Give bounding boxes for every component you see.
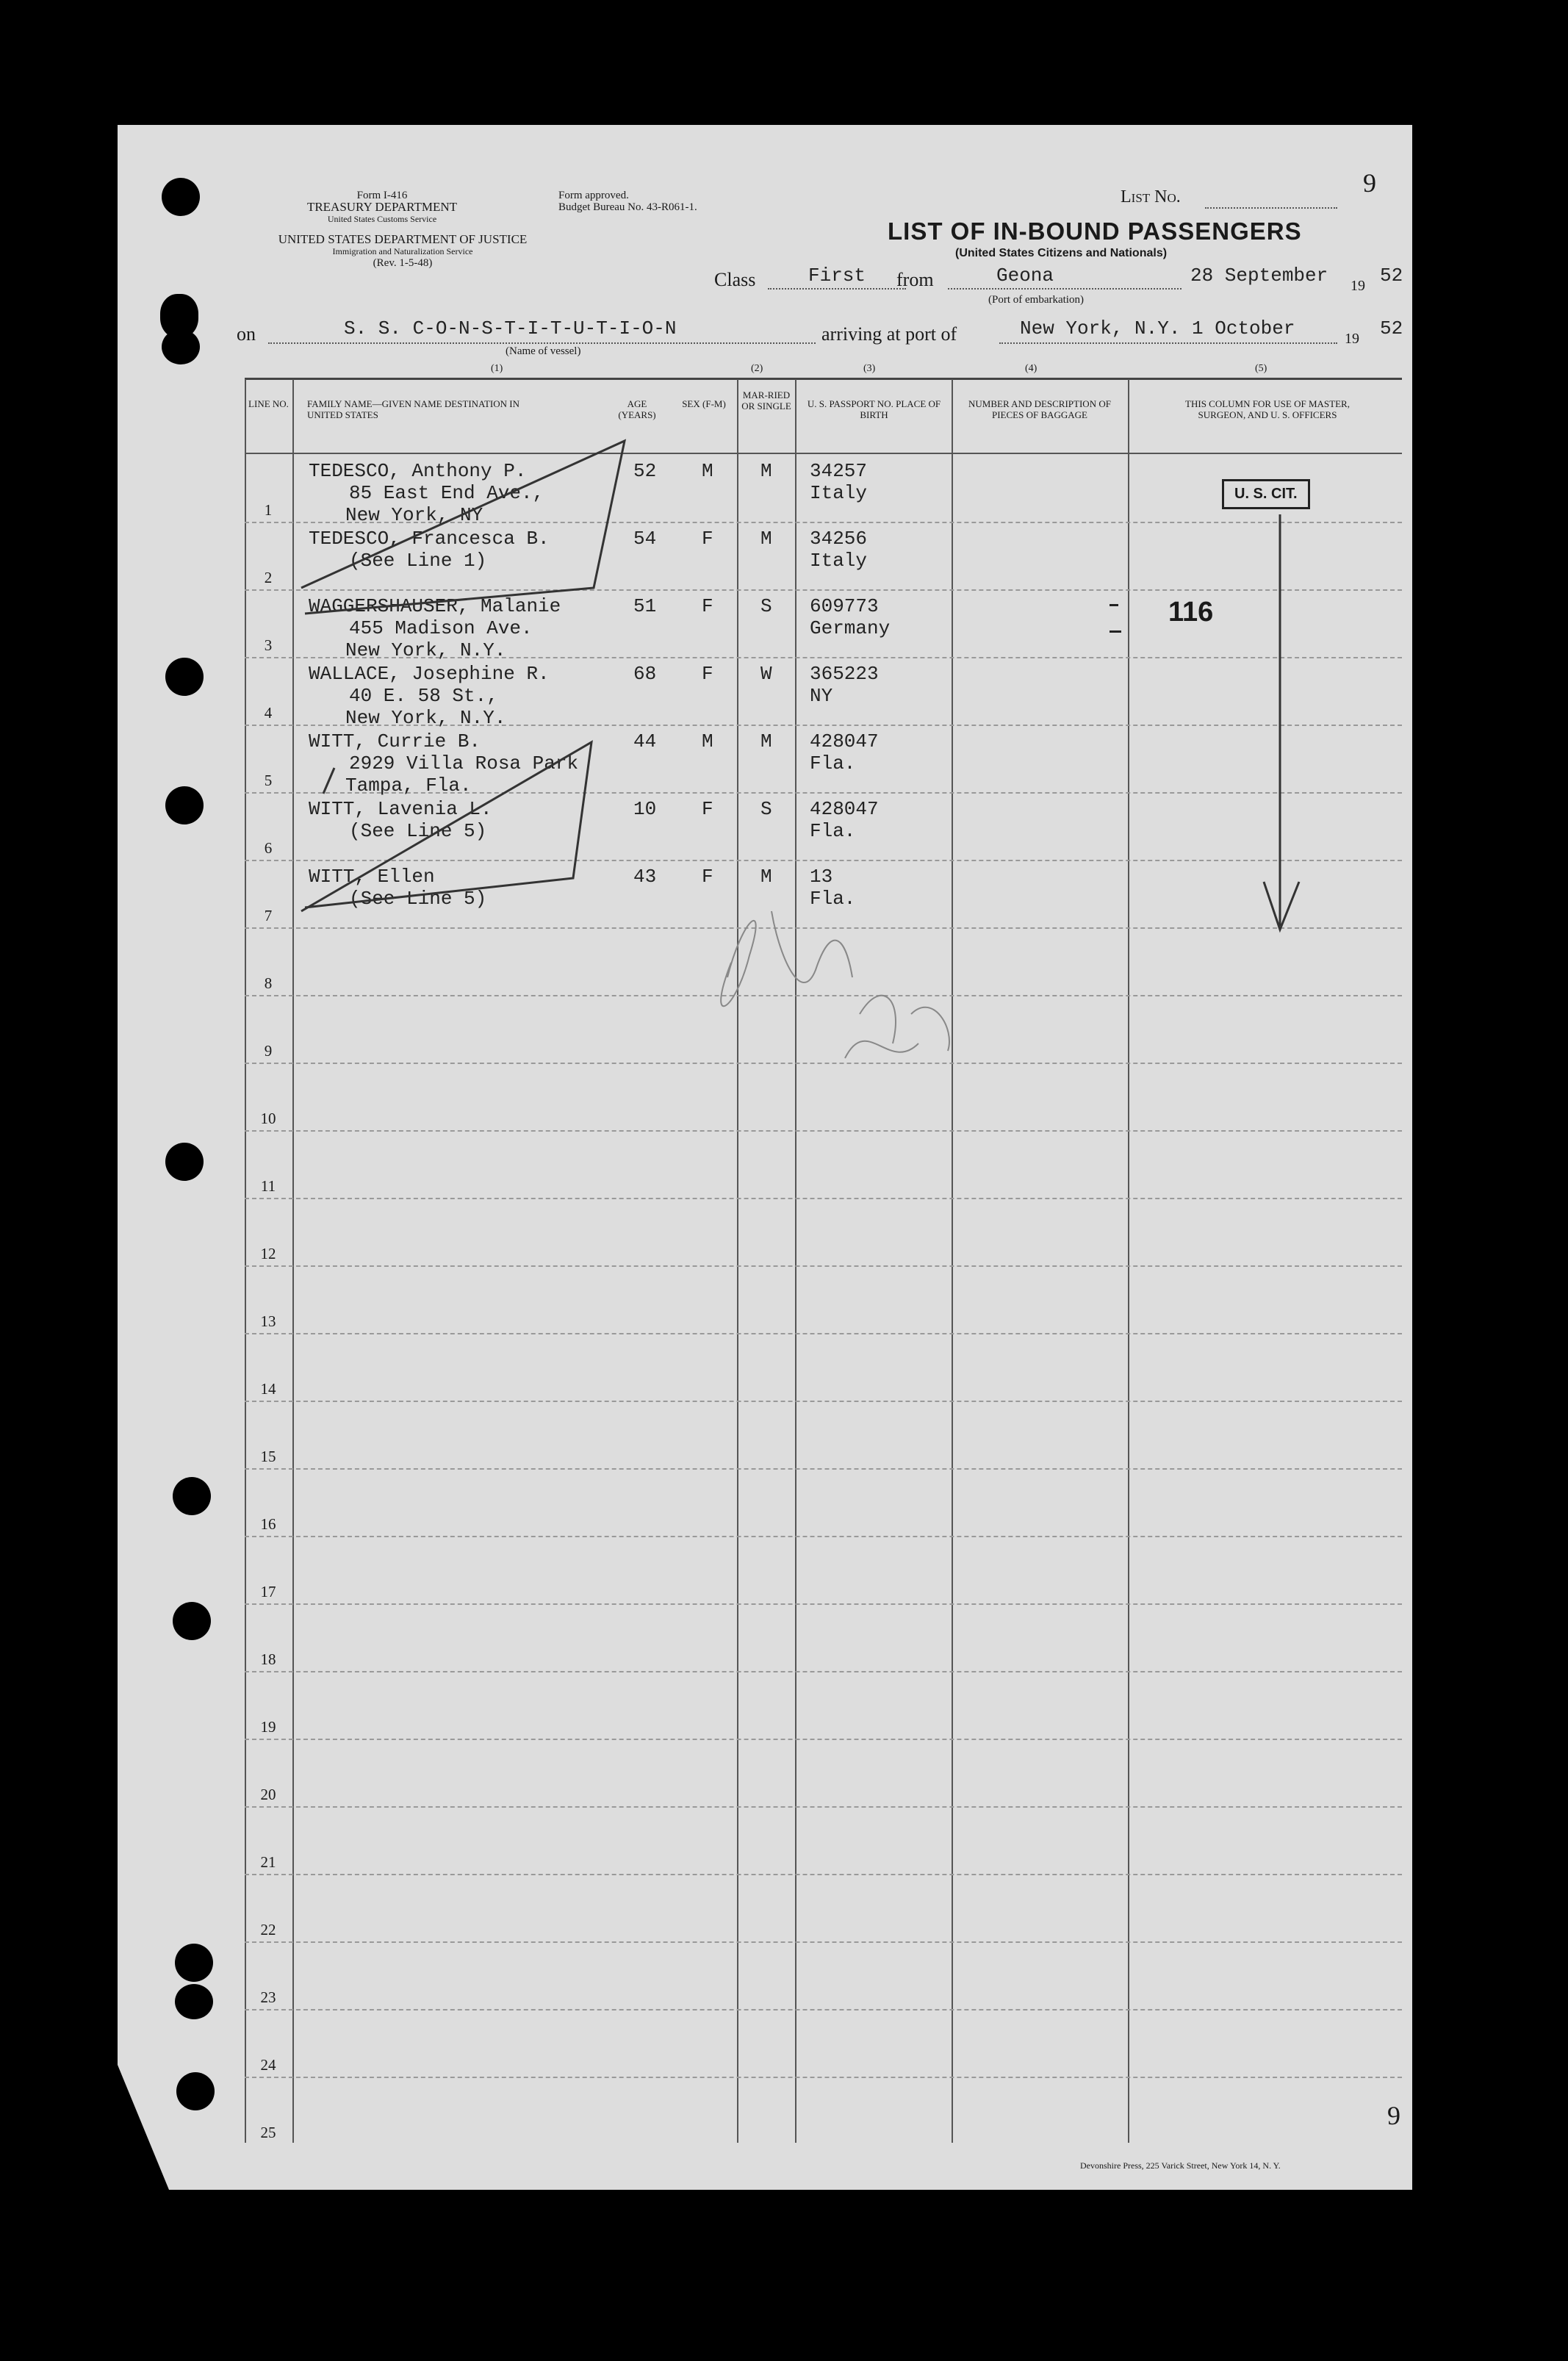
page-number-bottom: 9: [1387, 2101, 1400, 2130]
line-number: 7: [264, 907, 273, 924]
passenger-address: 2929 Villa Rosa Park: [349, 752, 579, 775]
passenger-age: 54: [633, 528, 657, 550]
line-number: 20: [260, 1786, 276, 1803]
place-of-birth: Germany: [810, 617, 891, 639]
line-number: 2: [264, 569, 273, 586]
line-number: 24: [260, 2056, 276, 2074]
citizen-stamp: U. S. CIT.: [1222, 479, 1310, 509]
col-header-passport: U. S. PASSPORT NO. PLACE OF BIRTH: [807, 398, 941, 420]
passenger-address: (See Line 5): [349, 820, 487, 842]
place-of-birth: Fla.: [810, 752, 856, 775]
line-number: 25: [260, 2124, 276, 2141]
vessel-caption: (Name of vessel): [506, 345, 581, 357]
class-label: Class: [714, 269, 756, 290]
list-no-label: List No.: [1121, 187, 1181, 206]
passenger-address: New York, NY: [345, 504, 483, 526]
col-header-married: MAR-RIED OR SINGLE: [741, 389, 791, 412]
passenger-address: 40 E. 58 St.,: [349, 685, 498, 707]
embark-port: Geona: [996, 265, 1054, 287]
passenger-name: TEDESCO, Francesca B.: [309, 528, 550, 550]
passenger-name: TEDESCO, Anthony P.: [309, 460, 527, 482]
class-value: First: [808, 265, 866, 287]
passport-number: 34257: [810, 460, 868, 482]
passenger-name: WALLACE, Josephine R.: [309, 663, 550, 685]
passenger-address: New York, N.Y.: [345, 707, 506, 729]
line-number: 22: [260, 1921, 276, 1938]
place-of-birth: Italy: [810, 482, 868, 504]
line-number: 15: [260, 1448, 276, 1465]
passenger-sex: F: [702, 663, 713, 685]
departure-date: 28 September: [1190, 265, 1328, 287]
line-number: 4: [264, 704, 273, 722]
place-of-birth: Fla.: [810, 820, 856, 842]
passenger-sex: F: [702, 595, 713, 617]
line-number: 8: [264, 974, 273, 992]
annotation-116: 116: [1168, 597, 1214, 628]
col-header-age: AGE (YEARS): [618, 398, 656, 420]
on-label: on: [237, 323, 256, 345]
budget-bureau: Budget Bureau No. 43-R061-1.: [558, 201, 697, 213]
vessel-name: S. S. C-O-N-S-T-I-T-U-T-I-O-N: [344, 317, 677, 339]
departure-year: 52: [1380, 265, 1403, 287]
line-number: 9: [264, 1042, 273, 1060]
passenger-address: 85 East End Ave.,: [349, 482, 544, 504]
passenger-sex: M: [702, 730, 713, 752]
printer-imprint: Devonshire Press, 225 Varick Street, New York 14, N. Y.: [1080, 2160, 1281, 2171]
ins-service: Immigration and Naturalization Service: [332, 246, 473, 256]
customs-service: United States Customs Service: [327, 214, 437, 224]
passenger-address: Tampa, Fla.: [345, 775, 472, 797]
bracket-mark: [301, 441, 625, 614]
passenger-age: 68: [633, 663, 657, 685]
col-number-3: (3): [863, 363, 876, 374]
line-number: 13: [260, 1312, 276, 1330]
justice-dept: UNITED STATES DEPARTMENT OF JUSTICE: [278, 232, 528, 246]
signature-scrawl: [721, 911, 949, 1058]
passenger-address: 455 Madison Ave.: [349, 617, 533, 639]
passenger-marital: M: [760, 460, 772, 482]
passenger-sex: F: [702, 866, 713, 888]
year-prefix-2: 19: [1345, 331, 1359, 347]
passport-number: 609773: [810, 595, 879, 617]
passenger-age: 44: [633, 730, 657, 752]
passenger-marital: M: [760, 528, 772, 550]
passenger-age: 52: [633, 460, 657, 482]
passenger-marital: S: [760, 595, 772, 617]
line-number: 11: [260, 1177, 276, 1195]
col-header-baggage: NUMBER AND DESCRIPTION OF PIECES OF BAGGAGE: [968, 398, 1111, 420]
col-number-1: (1): [491, 363, 503, 374]
place-of-birth: Italy: [810, 550, 868, 572]
passenger-sex: F: [702, 798, 713, 820]
year-prefix-1: 19: [1351, 278, 1365, 294]
arrival-year: 52: [1380, 317, 1403, 339]
passenger-sex: M: [702, 460, 713, 482]
line-number: 5: [264, 772, 273, 789]
form-subtitle: (United States Citizens and Nationals): [955, 247, 1168, 259]
col-header-sex: SEX (F-M): [682, 398, 726, 409]
passport-number: 428047: [810, 730, 879, 752]
col-number-5: (5): [1255, 363, 1267, 374]
line-number: 6: [264, 839, 273, 857]
passenger-sex: F: [702, 528, 713, 550]
bracket-mark: [301, 742, 591, 911]
from-label: from: [896, 269, 934, 290]
passenger-name: WITT, Lavenia L.: [309, 798, 492, 820]
arriving-label: arriving at port of: [821, 323, 957, 345]
form-title: LIST OF IN-BOUND PASSENGERS: [888, 218, 1302, 245]
passenger-address: (See Line 1): [349, 550, 487, 572]
line-number: 3: [264, 636, 273, 654]
passenger-name: WITT, Currie B.: [309, 730, 481, 752]
place-of-birth: NY: [810, 685, 833, 707]
passport-number: 428047: [810, 798, 879, 820]
passenger-address: (See Line 5): [349, 888, 487, 910]
line-number: 14: [260, 1380, 276, 1398]
col-number-2: (2): [751, 363, 763, 374]
line-number: 12: [260, 1245, 276, 1262]
passenger-age: 43: [633, 866, 657, 888]
line-number: 1: [264, 501, 273, 519]
form-id: Form I-416: [356, 190, 408, 201]
passport-number: 13: [810, 866, 833, 888]
line-number: 23: [260, 1988, 276, 2006]
place-of-birth: Fla.: [810, 888, 856, 910]
line-number: 18: [260, 1650, 276, 1668]
passport-number: 34256: [810, 528, 868, 550]
line-number: 17: [260, 1583, 276, 1600]
arrival-port: New York, N.Y. 1 October: [1020, 317, 1295, 339]
passenger-address: New York, N.Y.: [345, 639, 506, 661]
passenger-name: WAGGERSHAUSER, Malanie: [309, 595, 561, 617]
line-number: 21: [260, 1853, 276, 1871]
line-number: 16: [260, 1515, 276, 1533]
page-number-top: 9: [1363, 168, 1376, 198]
passenger-age: 51: [633, 595, 657, 617]
check-tick: [323, 768, 334, 794]
passport-number: 365223: [810, 663, 879, 685]
arrow-head: [1264, 882, 1299, 930]
passenger-marital: W: [760, 663, 772, 685]
revision: (Rev. 1-5-48): [373, 257, 433, 269]
passenger-marital: S: [760, 798, 772, 820]
line-number: 10: [260, 1110, 276, 1127]
form-approved: Form approved.: [558, 190, 629, 201]
line-number: 19: [260, 1718, 276, 1736]
passenger-age: 10: [633, 798, 657, 820]
col-header-officers: THIS COLUMN FOR USE OF MASTER, SURGEON, AND U. S. OFFICERS: [1185, 398, 1350, 420]
col-header-name: FAMILY NAME—GIVEN NAME DESTINATION IN UNITED STATES: [307, 398, 520, 420]
col-number-4: (4): [1025, 363, 1037, 374]
passenger-name: WITT, Ellen: [309, 866, 435, 888]
passenger-marital: M: [760, 866, 772, 888]
treasury-dept: TREASURY DEPARTMENT: [306, 200, 458, 214]
port-embark-caption: (Port of embarkation): [988, 294, 1084, 306]
passenger-marital: M: [760, 730, 772, 752]
col-header-line: LINE NO.: [248, 398, 289, 409]
